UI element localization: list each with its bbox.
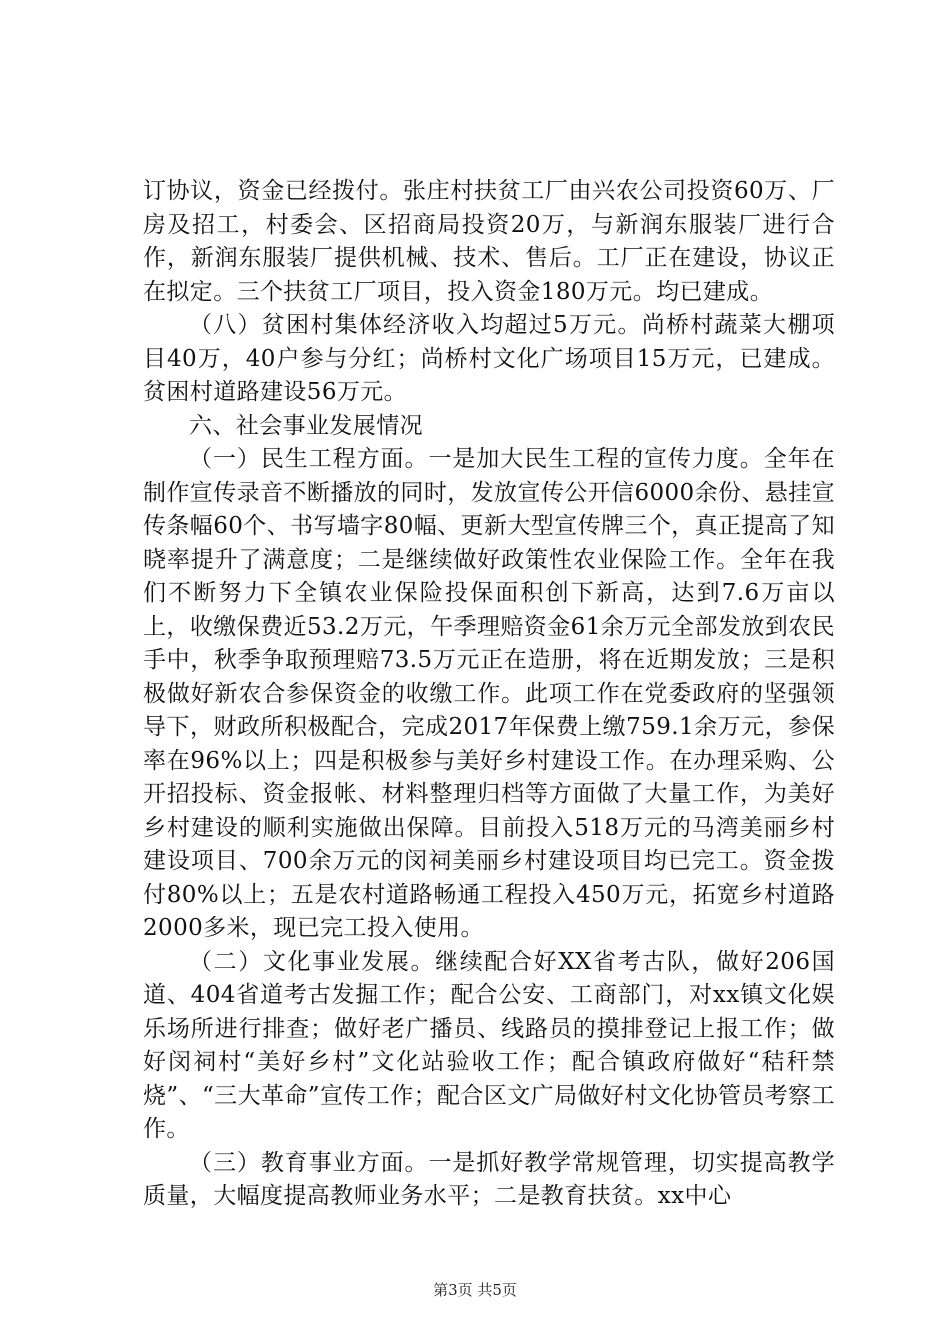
document-body [143,175,835,1214]
paragraph-section-8: （八）贫困村集体经济收入均超过5万元。尚桥村蔬菜大棚项目40万，40户参与分红；尚桥村文化广场项目15万元，已建成。贫困村道路建设56万元。 [143,312,835,405]
page-footer: 第3页 共5页 [433,1281,517,1299]
paragraph-livelihood-projects: （一）民生工程方面。一是加大民生工程的宣传力度。全年在制作宣传录音不断播放的同时，发放宣传公开信6000余份、悬挂宣传条幅60个、书写墙字80幅、更新大型宣传牌三个，真正提高了知晓率提升了满意度；二是继续做好政策性农业保险工作。全年在我们不断努力下全镇农业保险投保面积创下新高，达到7.6万亩以上，收缴保费近53.2万元，午季理赔资金61余万元全部发放到农民手中，秋季争取预理赔73.5万元正在造册，将在近期发放；三是积极做好新农合参保资金的收缴工作。此项工作在党委政府的坚强领导下，财政所积极配合，完成2017年保费上缴759.1余万元，参保率在96%以上；四是积极参与美好乡村建设工作。在办理采购、公开招投标、资金报帐、材料整理归档等方面做了大量工作，为美好乡村建设的顺利实施做出保障。目前投入518万元的马湾美丽乡村建设项目、700余万元的闵祠美丽乡村建设项目均已完工。资金拨付80%以上；五是农村道路畅通工程投入450万元，拓宽乡村道路2000多米，现已完工投入使用。 [143,446,835,941]
section-heading-social-development: 六、社会事业发展情况 [189,412,423,439]
paragraph-education: （三）教育事业方面。一是抓好教学常规管理，切实提高教学质量，大幅度提高教师业务水平；二是教育扶贫。xx中心 [143,1149,835,1209]
paragraph-continuation: 订协议，资金已经拨付。张庄村扶贫工厂由兴农公司投资60万、厂房及招工，村委会、区招商局投资20万，与新润东服装厂进行合作，新润东服装厂提供机械、技术、售后。工厂正在建设，协议正在拟定。三个扶贫工厂项目，投入资金180万元。均已建成。 [143,178,835,305]
paragraph-cultural-development: （二）文化事业发展。继续配合好XX省考古队，做好206国道、404省道考古发掘工作；配合公安、工商部门，对xx镇文化娱乐场所进行排查；做好老广播员、线路员的摸排登记上报工作；做好闵祠村“美好乡村”文化站验收工作；配合镇政府做好“秸秆禁烧”、“三大革命”宣传工作；配合区文广局做好村文化协管员考察工作。 [143,948,835,1142]
